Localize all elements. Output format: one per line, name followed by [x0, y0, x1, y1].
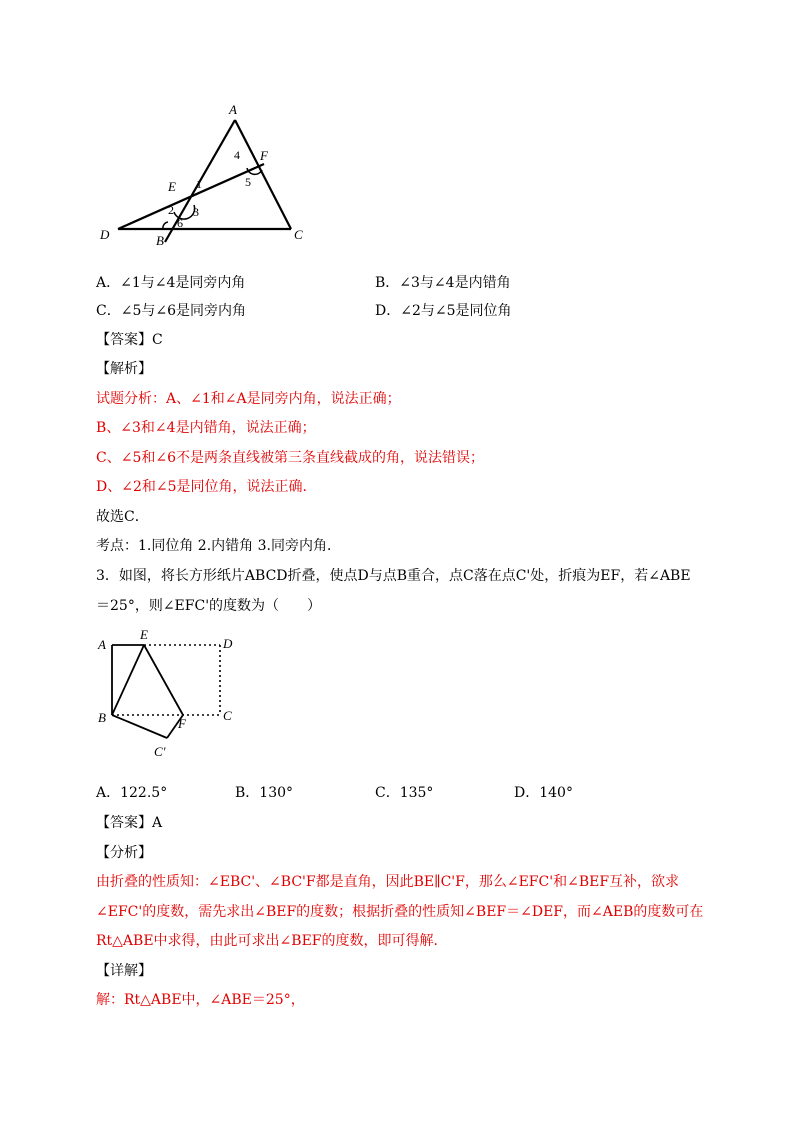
label-e: E: [168, 179, 176, 194]
label-d: D: [100, 227, 110, 242]
q3-stem-line-2: ＝25°，则∠EFC'的度数为（ ）: [96, 598, 322, 614]
q3-fenxi-line-1: 由折叠的性质知：∠EBC'、∠BC'F都是直角，因此BE∥C'F，那么∠EFC'和∠BEF互补，欲求: [96, 874, 680, 890]
q3-fenxi-line-2: ∠EFC'的度数，需先求出∠BEF的度数；根据折叠的性质知∠BEF＝∠DEF，而∠AEB的度数可在: [96, 904, 704, 920]
label-c: C: [294, 227, 303, 242]
q2-option-c: C．∠5与∠6是同旁内角: [96, 303, 246, 319]
figure-folded-rectangle: [92, 624, 252, 766]
q2-analysis-heading: 【解析】: [96, 361, 152, 377]
segment-ac: [235, 120, 291, 229]
label-d: D: [223, 636, 233, 651]
q2-option-a: A．∠1与∠4是同旁内角: [96, 275, 246, 291]
q2-option-b: B．∠3与∠4是内错角: [375, 275, 511, 291]
angle-label-2: 2: [168, 203, 174, 217]
q2-analysis-line-2: B、∠3和∠4是内错角，说法正确；: [96, 420, 316, 436]
label-e: E: [140, 627, 148, 642]
q2-conclusion: 故选C．: [96, 509, 149, 525]
angle-label-3: 3: [193, 205, 199, 219]
label-a: A: [229, 102, 237, 117]
q3-xiangjie-line: 解：Rt△ABE中，∠ABE＝25°，: [96, 992, 305, 1008]
angle-label-4: 4: [234, 148, 240, 162]
q2-kaodian: 考点：1.同位角 2.内错角 3.同旁内角．: [96, 538, 341, 554]
q3-stem-line-1: 3．如图，将长方形纸片ABCD折叠，使点D与点B重合，点C落在点C'处，折痕为EF，若∠ABE: [96, 568, 691, 584]
angle-label-6: 6: [177, 216, 183, 230]
label-b: B: [98, 710, 106, 725]
q2-option-d: D．∠2与∠5是同位角: [375, 303, 512, 319]
q3-xiangjie-heading: 【详解】: [96, 963, 152, 979]
label-c-prime: C': [154, 744, 166, 759]
segment-bc-prime: [112, 715, 167, 738]
q3-option-d: D．140°: [514, 785, 573, 801]
label-f: F: [178, 716, 186, 731]
q2-analysis-line-4: D、∠2和∠5是同位角，说法正确．: [96, 479, 317, 495]
q3-option-a: A．122.5°: [96, 785, 168, 801]
figure-triangle-transversal: [92, 98, 322, 248]
q2-analysis-line-1: 试题分析：A、∠1和∠A是同旁内角，说法正确；: [96, 391, 401, 407]
segment-eb: [112, 645, 144, 715]
angle-label-1: 1: [196, 177, 202, 191]
label-c: C: [223, 708, 232, 723]
q3-answer: 【答案】A: [96, 815, 163, 831]
q2-analysis-line-3: C、∠5和∠6不是两条直线被第三条直线截成的角，说法错误；: [96, 450, 484, 466]
segment-df: [118, 164, 264, 229]
q3-option-c: C．135°: [375, 785, 434, 801]
q3-fenxi-heading: 【分析】: [96, 845, 152, 861]
segment-ef: [144, 645, 183, 715]
angle-label-5: 5: [245, 175, 251, 189]
q2-answer: 【答案】C: [96, 332, 163, 348]
label-a: A: [98, 637, 106, 652]
label-f: F: [260, 148, 268, 163]
label-b: B: [156, 233, 164, 248]
q3-option-b: B．130°: [235, 785, 294, 801]
q3-fenxi-line-3: Rt△ABE中求得，由此可求出∠BEF的度数，即可得解．: [96, 933, 448, 949]
